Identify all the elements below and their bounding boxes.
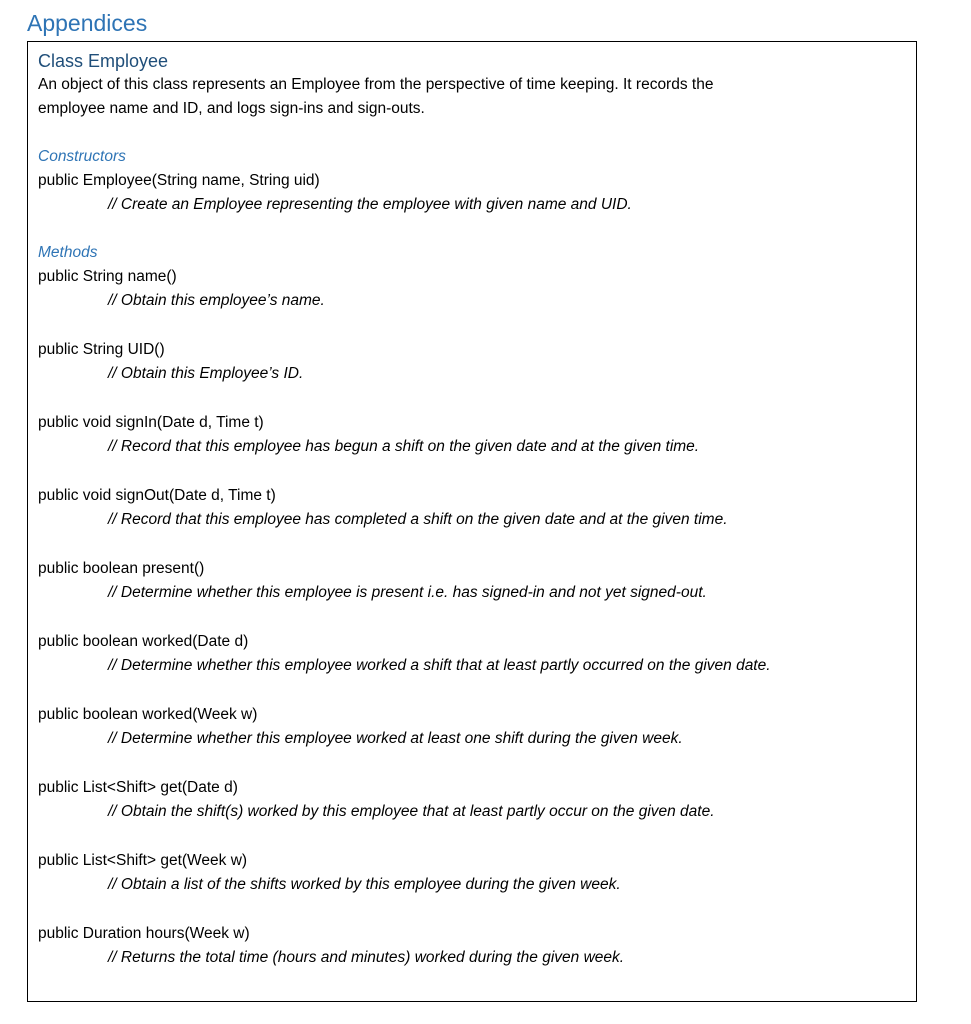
constructor-entry [38,169,906,217]
method-entry-name [38,265,906,313]
method-entry-sign-out [38,484,906,532]
method-entry-uid [38,338,906,386]
spacer [38,532,906,557]
method-comment: // Determine whether this employee worked a shift that at least partly occurred on the given date. [108,657,771,674]
spacer [38,678,906,703]
spacer [38,751,906,776]
method-comment: // Record that this employee has begun a shift on the given date and at the given time. [108,438,700,455]
method-signature: public List<Shift> get(Date d) [38,779,238,796]
method-signature: public Duration hours(Week w) [38,925,250,942]
method-entry-hours [38,922,906,970]
spacer [38,459,906,484]
method-signature: public List<Shift> get(Week w) [38,852,248,869]
method-signature: public boolean worked(Week w) [38,706,258,723]
spacer [38,313,906,338]
method-entry-present [38,557,906,605]
constructor-signature: public Employee(String name, String uid) [38,172,320,189]
method-signature: public String name() [38,268,177,285]
method-comment: // Determine whether this employee is present i.e. has signed-in and not yet signed-out. [108,584,707,601]
constructors-label: Constructors [38,148,126,165]
method-comment: // Determine whether this employee worked at least one shift during the given week. [108,730,683,747]
method-entry-worked-date [38,630,906,678]
method-signature: public boolean worked(Date d) [38,633,249,650]
class-employee-box [27,41,917,1002]
method-comment: // Obtain this Employee’s ID. [108,365,304,382]
spacer [38,217,906,241]
method-comment: // Obtain the shift(s) worked by this employee that at least partly occur on the given date. [108,803,715,820]
method-entry-sign-in [38,411,906,459]
method-comment: // Obtain this employee’s name. [108,292,325,309]
spacer [38,605,906,630]
method-signature: public void signOut(Date d, Time t) [38,487,276,504]
method-entry-worked-week [38,703,906,751]
spacer [38,386,906,411]
page-heading: Appendices [27,10,148,36]
method-comment: // Record that this employee has completed a shift on the given date and at the given time. [108,511,728,528]
method-entry-get-week [38,849,906,897]
spacer [38,824,906,849]
class-description-line-2: employee name and ID, and logs sign-ins and sign-outs. [38,100,425,117]
method-comment: // Returns the total time (hours and minutes) worked during the given week. [108,949,625,966]
spacer [38,897,906,922]
methods-label: Methods [38,244,98,261]
method-signature: public boolean present() [38,560,205,577]
method-entry-get-date [38,776,906,824]
spacer [38,121,906,145]
class-title: Class Employee [38,51,169,71]
method-signature: public void signIn(Date d, Time t) [38,414,264,431]
method-comment: // Obtain a list of the shifts worked by this employee during the given week. [108,876,621,893]
method-signature: public String UID() [38,341,165,358]
constructor-comment: // Create an Employee representing the employee with given name and UID. [108,196,632,213]
class-description-line-1: An object of this class represents an Employee from the perspective of time keeping. It records the [38,76,714,93]
